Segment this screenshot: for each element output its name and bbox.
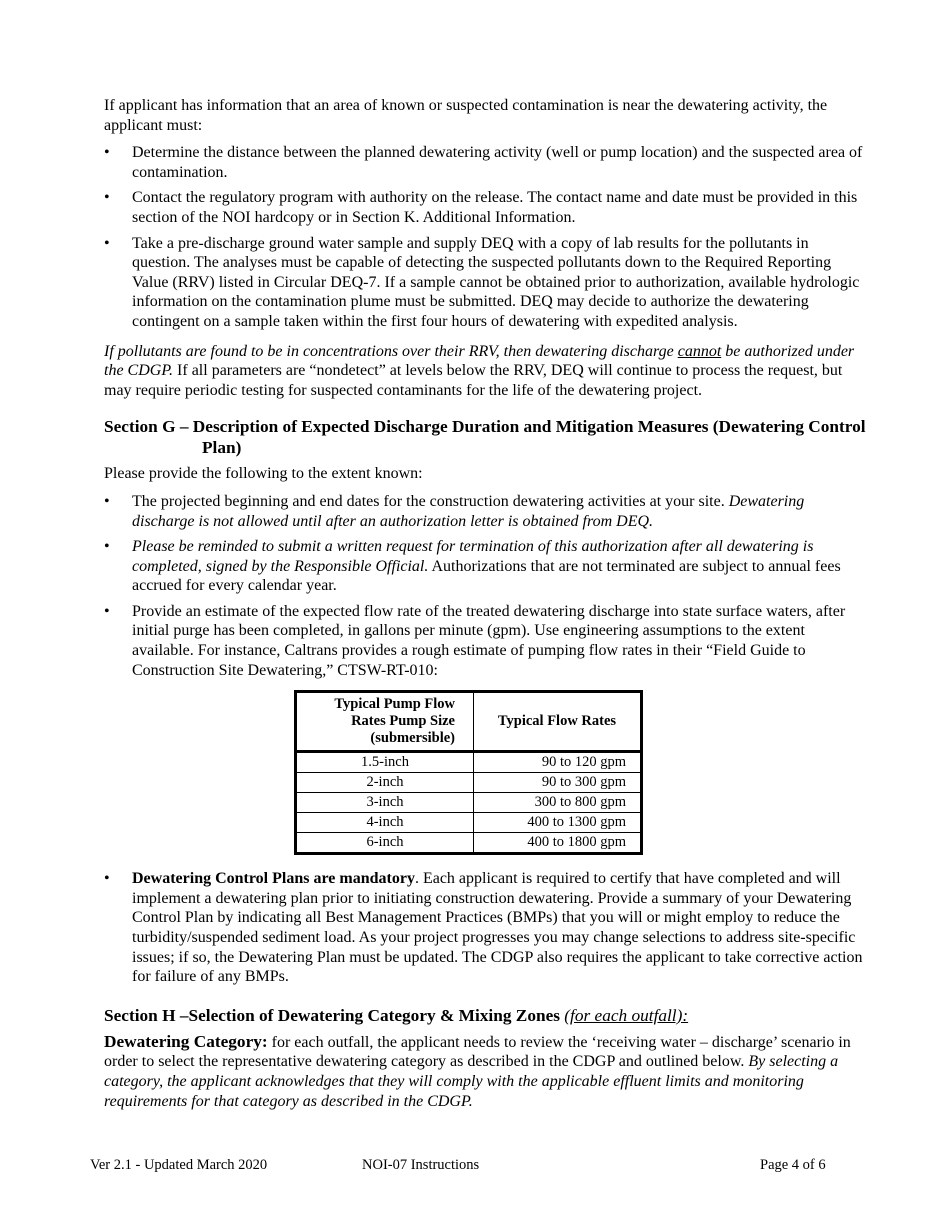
list-item: • Please be reminded to submit a written request for termination of this authorization after all dewatering is completed, signed by the Responsible Official. Authorizations that are not terminated are subject to annual fees accrued for every calendar year.	[104, 538, 841, 595]
table-row	[296, 752, 642, 773]
bullet-icon: •	[104, 492, 110, 510]
table-row	[296, 773, 642, 793]
flow-rate-cell: 90 to 300 gpm	[474, 773, 642, 793]
dewatering-category-label: Dewatering Category:	[104, 1031, 268, 1051]
table-row	[296, 833, 642, 854]
list-item: • Provide an estimate of the expected flow rate of the treated dewatering discharge into state surface waters, after initial purge has been completed, in gallons per minute (gpm). Use engineering assumptions to the extent available. For instance, Caltrans provides a rough estimate of pumping flow rates in their “Field Guide to Construction Site Dewatering,” CTSW-RT-010:	[104, 602, 846, 679]
pump-size-cell: 2-inch	[296, 773, 474, 793]
dewatering-category-paragraph: Dewatering Category: for each outfall, the applicant needs to review the ‘receiving water – discharge’ scenario in order to select the representative dewatering category as described in the CDGP and outlined below. By selecting a category, the applicant acknowledges that they will comply with the applicable effluent limits and monitoring requirements for that category as described in the CDGP.	[104, 1031, 851, 1110]
list-item: • Determine the distance between the planned dewatering activity (well or pump location) and the suspected area of contamination.	[104, 144, 863, 181]
emphasis-cannot: cannot	[677, 342, 722, 360]
pump-size-cell: 6-inch	[296, 833, 474, 854]
pump-size-cell: 3-inch	[296, 793, 474, 813]
footer-document-name: NOI-07 Instructions	[362, 1157, 480, 1173]
list-item: • Dewatering Control Plans are mandatory. Each applicant is required to certify that have completed and will implement a dewatering plan prior to initiating construction dewatering. Provide a summary of your Dewatering Control Plan by indicating all Best Management Practices (BMPs) that you will or might employ to reduce the turbidity/suspended sediment load. As your project progresses you may change selections to address site-specific issues; if so, the Dewatering Plan must be updated. The CDGP also requires the applicant to take corrective action for failure of any BMPs.	[104, 870, 863, 986]
section-g-list-continued	[104, 869, 866, 987]
intro-paragraph: If applicant has information that an area of known or suspected contamination is near the dewatering activity, the applicant must:	[104, 97, 828, 134]
contamination-requirements-list	[104, 143, 866, 331]
table-row	[296, 813, 642, 833]
bullet-icon: •	[104, 189, 110, 207]
bullet-icon: •	[104, 870, 110, 888]
flow-rate-cell: 90 to 120 gpm	[474, 752, 642, 773]
section-h-heading: Section H –Selection of Dewatering Category & Mixing Zones (for each outfall):	[104, 1005, 689, 1025]
flow-rate-cell: 400 to 1800 gpm	[474, 833, 642, 854]
section-g-lead: Please provide the following to the extent known:	[104, 465, 423, 483]
pump-flow-rates-table	[294, 690, 643, 855]
bullet-icon: •	[104, 602, 110, 620]
bullet-icon: •	[104, 144, 110, 162]
footer-version: Ver 2.1 - Updated March 2020	[90, 1157, 268, 1173]
pollutant-note: If pollutants are found to be in concentrations over their RRV, then dewatering discharge cannot be authorized under the CDGP. If all parameters are “nondetect” at levels below the RRV, DEQ will continue to process the request, but may require periodic testing for suspected contaminants for the life of the dewatering project.	[104, 342, 855, 399]
column-header-pump-size: Typical Pump Flow Rates Pump Size (submersible)	[296, 692, 474, 752]
section-g-heading: Section G – Description of Expected Discharge Duration and Mitigation Measures (Dewatering Control Plan)	[104, 417, 866, 458]
pump-size-cell: 4-inch	[296, 813, 474, 833]
flow-rate-cell: 300 to 800 gpm	[474, 793, 642, 813]
section-h-heading-note: (for each outfall):	[564, 1005, 689, 1025]
table-row	[296, 793, 642, 813]
list-item: • The projected beginning and end dates for the construction dewatering activities at your site. Dewatering discharge is not allowed until after an authorization letter is obtained from DEQ.	[104, 492, 805, 530]
pump-size-cell: 1.5-inch	[296, 752, 474, 773]
list-item: • Take a pre-discharge ground water sample and supply DEQ with a copy of lab results for the pollutants in question. The analyses must be capable of detecting the suspected pollutants down to the Required Reporting Value (RRV) listed in Circular DEQ-7. If a sample cannot be obtained prior to authorization, available hydrologic information on the contamination plume must be submitted. DEQ may decide to authorize the dewatering contingent on a sample taken within the first four hours of dewatering with expedited analysis.	[104, 234, 860, 330]
pump-flow-table-wrapper	[294, 690, 866, 855]
bullet-icon: •	[104, 538, 110, 556]
section-g-list	[104, 492, 866, 680]
column-header-flow-rates: Typical Flow Rates	[474, 692, 642, 752]
list-item: • Contact the regulatory program with authority on the release. The contact name and date must be provided in this section of the NOI hardcopy or in Section K. Additional Information.	[104, 189, 858, 226]
document-page	[104, 96, 866, 1119]
table-header-row	[296, 692, 642, 752]
footer-page-number: Page 4 of 6	[760, 1157, 826, 1173]
bullet-icon: •	[104, 234, 110, 252]
flow-rate-cell: 400 to 1300 gpm	[474, 813, 642, 833]
